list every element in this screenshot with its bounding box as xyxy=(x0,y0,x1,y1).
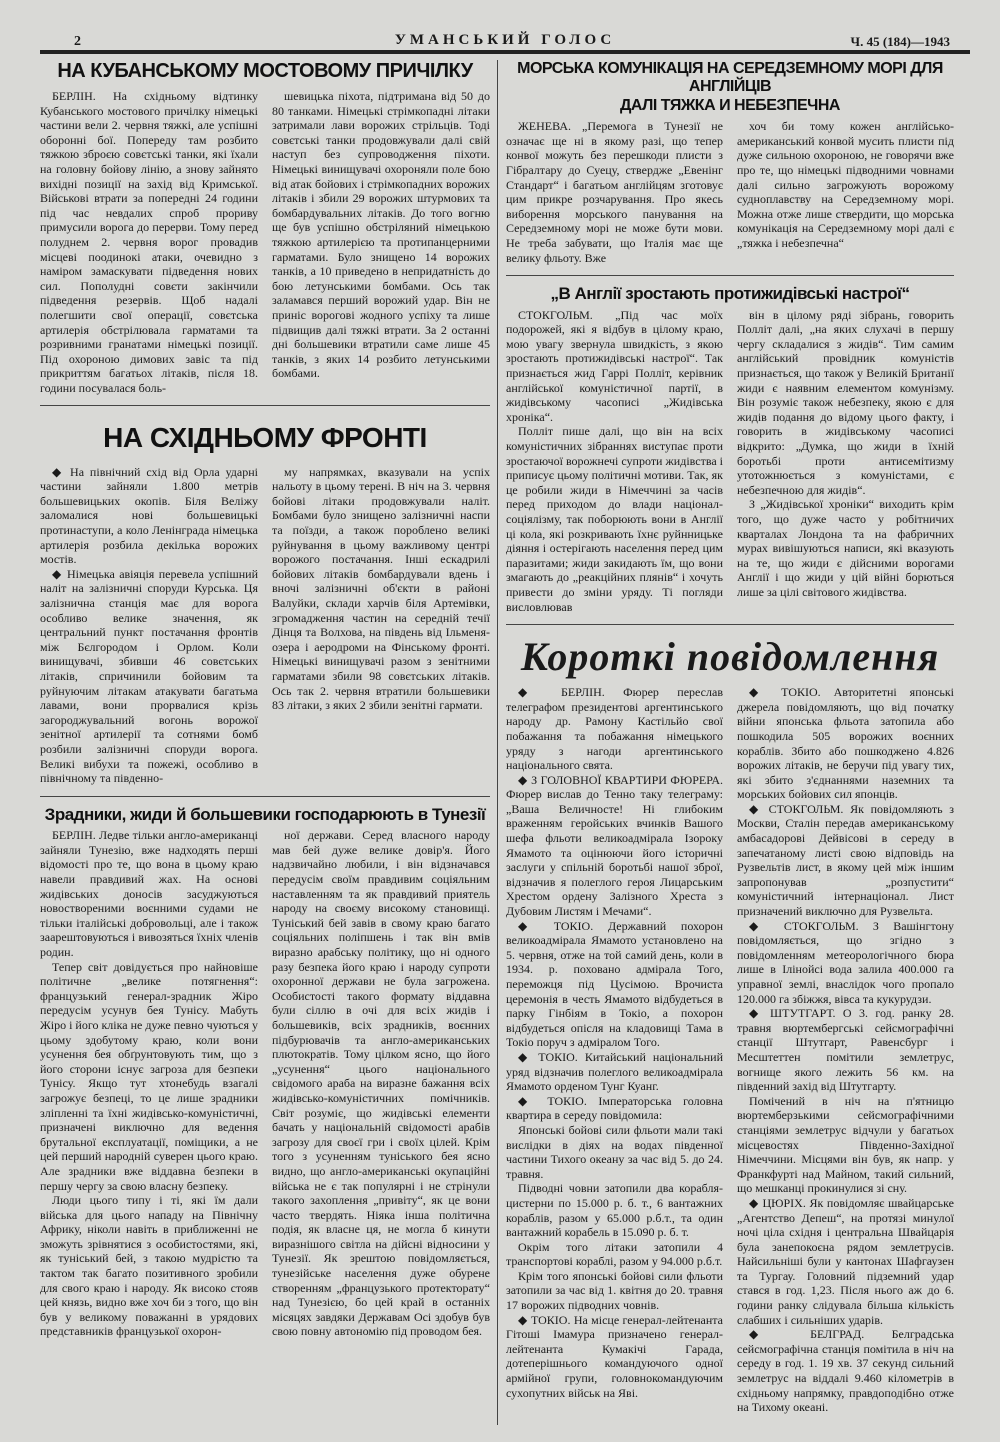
short-news-column xyxy=(737,685,954,1415)
news-item: Крім того японські бойові сили фльоти затопили за час від 1. квітня до 20. травня 17 ворожих підводних човнів. xyxy=(506,1268,723,1313)
newspaper-title: УМАНСЬКИЙ ГОЛОС xyxy=(394,32,616,48)
headline: Короткі повідомлення xyxy=(520,634,940,680)
issue-number: Ч. 45 (184)—1943 xyxy=(850,34,950,49)
article-text: ної держави. Серед власного народу мав бей дуже велике довір'я. Його надзвичайно любили, і він відзначався передусім своїм правдивим соціяльним наставленням та як правдивий приятель народу на своєму високому становищі. Туніський бей завів в свому краю багато соціяльних поліпшень і так він вмів виразно арабську політику, що ні одного разу безпека його краю і народу супроти охоронної держави не була загрожена. Особистості такого формату віддавна були сіллю в очі для всіх жидів і большевиків, всіх зрадників, воєнних підбурювачів та англо-американських плютократів. Тому цілком ясно, що його „усунення“ цього національного свідомого араба на виразне бажання всіх жидівсько-комуністичних помічників. Світ розуміє, що жидівські елементи бачать у національній свідомості арабів загрозу для своєї гри і своїх цілей. Крім того з усуненням туніського бея ясно видно, що англо-американські окупаційні війська не є так популярні і не стрінули такого захоплення „привіту“, як це вони часто твердять. Ніяка інша політична подія, як власне ця, не могла б кинути виразнішого світла на дійсні відносини у Тунезії. Як зрештою повідомляється, тунезійське населення дуже обурене створенням „французького протекторату“ над Тунезією, бо цей край в останніх місяцях завдяки Державам Осі здобув був свою повну автономію під проводом бея. xyxy=(272,828,490,1339)
headline: НА КУБАНСЬКОМУ МОСТОВОМУ ПРИЧІЛКУ xyxy=(57,60,473,82)
right-half xyxy=(497,60,954,1425)
page-number: 2 xyxy=(74,34,81,49)
article-text: хоч би тому кожен англійсько-американський конвой мусить плисти під дуже сильною охороною, не говорячи вже про те, що німецькі підводними човнами далі сильно загрожують ворожому судноплавству на Середземному морі. Можна отже лише ствердити, що морська комунікація на Середземному морі далі є „тяжка і небезпечна“ xyxy=(737,119,954,250)
headline: НА СХІДНЬОМУ ФРОНТІ xyxy=(103,422,427,454)
news-item: ◆ ТОКІО. На місце генерал-лейтенанта Гітоші Імамура призначено генерал-лейтенанта Кумакічі Гарада, дотеперішнього командуючого одної армійної групи, головнокомандуючим сухопутних військ на Яві. xyxy=(506,1312,723,1400)
news-item: ◆ ТОКІО. Китайський національний уряд відзначив полеглого великоадмірала Ямамото орденом Тунг Куанг. xyxy=(506,1049,723,1094)
masthead xyxy=(40,30,970,54)
article-text: му напрямках, вказували на успіх нальоту в цьому терені. В ніч на 3. червня бойові літаки продовжували наліт. Бомбами було знищено залізничні наспи та поїзди, а також пороблено великі руйнування в цьому важливому центрі ворожого постачання. Інші ескадрилі бойових літаків бомбардували вдень і вночі залізничні об'єкти в районі Валуйки, склади харчів біля Артемівки, згромадження частин на середній течії Дінця та Волхова, на південь від Ільменя-озера і аеродроми на Фінському фронті. Німецькі винищувачі разом з зенітними гарматами збили 98 совєтських літаків. Ось так 2. червня втратили большевики 83 літаки, з яких 2 збили зенітні гармати. xyxy=(272,464,490,713)
left-half xyxy=(40,60,497,1425)
news-item: ◆ З ГОЛОВНОЇ КВАРТИРИ ФЮРЕРА. Фюрер вислав до Тенно таку телеграму: „Ваша Величносте! Ні глибоким враженням геройських вчинків Вашого шефа фльоти великоадмірала Ізороку Ямамото та оцінюючи його історичні заслуги у спільній боротьбі нашої зброї, відзначив я полеглого героя Лицарським Хрестом ордену Залізного Хреста з Дубовим Листям і Мечами“. xyxy=(506,772,723,919)
article-text: Тепер світ довідується про найновіше політичне „велике потягнення“: французький генерал-зрадник Жіро передусім усунув бея Тунісу. Мабуть Жіро і його кліка не дуже певно чуються у цьому здобутому краю, коли вони усунення бея обґрунтовують тим, що з його сторони існує загроза для безпеки Тунісу. Якщо тут хтонебудь взагалі загрожує безпеці, то це лише зрадники зліпленні та їхні жидівсько-комуністичні, призначені виключно для ведення брутальної експлуатації, поміщики, а не цей перший народній суверен цього краю. Але зрадники вже віддавна безпеки в першу чергу за свою власну безпеку. xyxy=(40,959,258,1193)
article-text: він в цілому ряді зібрань, говорить Полліт далі, „на яких слухачі в першу чергу складалися з жидів“. Тим самим англійський провідник комуністів признається, що також у Великій Британії жиди є наявним елементом комунізму. Він розуміє також небезпеку, якою є для жидів подання до відому цього факту, і говорить в жидівському часописі відкрито: „Думка, що жиди в їхній боротьбі проти антисемітизму утотожнюється з комуністами, є небезпечною для жидів“. xyxy=(737,307,954,497)
article-england xyxy=(506,275,954,624)
headline: Зрадники, жиди й большевики господарюють в Тунезії xyxy=(44,804,486,824)
news-item: ◆ ТОКІО. Державний похорон великоадмірала Ямамото установлено на 5. червня, отже на той самий день, коли в 1934. р. поховано адмірала Того, переможця під Цусімою. Врочиста церемонія в честь Ямамото відбудеться в парку Гінбіям в Токіо, а похорон відбудеться опісля на кладовищі Тама в Токіо поруч з адміралом Того. xyxy=(506,918,723,1050)
headline: ДАЛІ ТЯЖКА И НЕБЕЗПЕЧНА xyxy=(620,96,840,114)
article-text: З „Жидівської хроніки“ виходить крім того, що дуже часто у робітничих кварталах Лондона та на фабричних мурах вивішуються написи, які вказують на те, що жиди є дійсними ворогами Англії і що жиди у цій війні борються лише за цілі світового жидівства. xyxy=(737,497,954,599)
news-item: Японські бойові сили фльоти мали такі вислідки в діях на водах південної частини Тихого океану за час від 5. до 24. травня. xyxy=(506,1122,723,1181)
article-text: шевицька піхота, підтримана від 50 до 80 танками. Німецькі стрімкопадні літаки затримали лави ворожих стрільців. Тоді совєтські танки продовжували далі свій наступ без супроводження піхоти. Німецькі винищувачі охороняли поле бою від атак бойових і стрімкопадних ворожих літаків і збили 29 ворожих штурмових та бомбардувальних літаків. До того вогню ще був успішно обстріляний німецькою тяжкою артилерією та протипанцерними гарматами. Було знищено 14 ворожих танків, а 10 приведено в непридатність до бою летунськими бомбами. Ось так заламався перший ворожий удар. Він не приніс ворогові жодного успіху та лише підвищив далі тяжкі втрати. За 2 останні дні большевики втратили саме лише 45 танків, з яких 14 розбито летунськими бомбами. xyxy=(272,89,490,381)
article-text: Полліт пише далі, що він на всіх комуністичних зібраннях виступає проти зростаючої ворожнечі супроти жидівства і приписує цьому політичні мотиви. Так, як це робили жиди в Німеччині за часів перед приходом до влади націонал-соціялізму, так поборюють вони в Англії ці кола, які розкривають їхнє руйнницьке діяння і остерігають населення перед цим паразитами; жиди закидають їм, що вони змагають до „реакційних плянів“ і хочуть привести до зміни уряду. Ті погляди висловлював xyxy=(506,424,723,614)
news-item: ◆ ЦЮРІХ. Як повідомляє швайцарське „Агентство Депеш“, на протязі минулої ночі ціла східня і центральна Швайцарія була занепокоєна рядом землетрусів. Найсильніші були у кантонах Шафгаузен та Тургау. Головний підземний удар стався в год. 1,23. Після нього аж до 6. години ранку слідувала більша кількість слабших і сильніших ударів. xyxy=(737,1195,954,1327)
news-item: ◆ ТОКІО. Авторитетні японські джерела повідомляють, що від початку війни японська фльота затопила або пошкодила 505 ворожих воєнних кораблів. Збито або пошкоджено 4.826 ворожих літаків, не беручи під увагу тих, які збито з'єднаннями наземних та морських бойових сил японців. xyxy=(737,685,954,802)
article-text: ◆ Німецька авіяція перевела успішний наліт на залізничні споруди Курська. Ця залізнична станція має для ворога особливо велике значення, як центральний пункт постачання фронтів між Бєлгородом і Орлом. Коли винищувачі, збивши 46 совєтських літаків, спричинили бойовим та руйнуючим літакам атакувати багатьма лавами, вони прорвалися крізь загороджувальний вогонь ворожої зенітної артилерії та сотнями бомб розбили залізничні споруди ворога. Великі вибухи та пожежі, особливо в північному та південно- xyxy=(40,566,258,786)
page-body xyxy=(40,60,970,1425)
article-kuban xyxy=(40,60,490,405)
article-text: БЕРЛІН. Ледве тільки англо-американці зайняли Тунезію, вже надходять перші відомості про те, що вона в цьому краю навели правдивий жах. На основі жидівських доносів засуджуються новоствореними воєнними судами не тільки італійські добровольці, але і також заарештовуються і вивозяться їхніх членів родин. xyxy=(40,828,258,960)
article-mediterranean xyxy=(506,60,954,275)
article-text: БЕРЛІН. На східньому відтинку Кубанського мостового причілку німецькі частини вели 2. червня тяжкі, але успішні оборонні бої. Попереду там розбито тяжкою зброєю совєтські танки, які їхали на головну бойову лінію, а знову зайнято вихідні позиції на захід від Кримської. Військові втрати за попередні 24 години під час невдалих спроб прориву примусили ворога до перерви. Тому перед полуднем 2. червня ворог провадив місцеві поодинокі атаки, очевидно з наміром замаскувати підведення нових сил. Пополудні совєти закінчили підведення резервів. Щоб надалі полегшити свої операції, совєтська артилерія обстрілювала гарматами та розривними гранатами німецькі позиції. Під охороною димових завіс та під прикриттям багатьох літаків, після 18. години посувалася боль- xyxy=(40,89,258,395)
news-item: Окрім того літаки затопили 4 транспортові кораблі, разом у 94.000 р.б.т. xyxy=(506,1239,723,1269)
news-item: ◆ БЕЛГРАД. Белградська сейсмографічна станція помітила в ніч на середу в год. 1. 19 хв. 37 секунд сильний землетрус на віддалі 9.460 кілометрів в східньому напрямку, правдоподібно отже на Тихому океані. xyxy=(737,1327,954,1415)
article-text: Люди цього типу і ті, які їм дали війська для цього нападу на Північну Африку, ніколи навіть в приближенні не зможуть зрівнятися з особистостями, які, як туніський бей, з такою мудрістю та тактом так багато позитивного зробили для свого краю і народу. Як високо стояв цей князь, видно вже хоч би з того, що він був у великому поважанні в урядових представників французької охорон- xyxy=(40,1193,258,1339)
article-text: ◆ На північний схід від Орла ударні частини зайняли 1.800 метрів большевицьких окопів. Біля Веліжу заломалися нові большевицькі протинаступи, а коло Ленінграда німецька артилерія розбила декілька ворожих мостів. xyxy=(40,464,258,567)
news-item: Помічений в ніч на п'ятницю вюртемберзькими сейсмографічними станціями землетрус відчули у багатьох місцевостях Південно-Західної Німеччини. Місцями він був, як напр. у Франкфурті над Майном, такий сильний, що мешканці прокинулися зі сну. xyxy=(737,1093,954,1196)
article-text: СТОКГОЛЬМ. „Під час моїх подорожей, які я відбув в цілому краю, мою увагу звернула швидкість, з якою зростають протижидівські настрої“. Так признається жид Гаррі Полліт, керівник англійської комуністичної партії, в жидівському часописі „Жидівська хроніка“. xyxy=(506,307,723,424)
article-short-news xyxy=(506,624,954,1425)
news-item: ◆ БЕРЛІН. Фюрер переслав телеграфом президентові аргентинського народу др. Рамону Кастільйо свої побажання та побажання німецького уряду з нагоди аргентинського національного свята. xyxy=(506,685,723,773)
headline: „В Англії зростають протижидівські настрої“ xyxy=(550,284,910,304)
news-item: Підводні човни затопили два корабля-цистерни по 15.000 р. б. т., 6 вантажних кораблів, разом у 65.000 р.б.т., та один вантажний корабель в 15.090 р. б. т. xyxy=(506,1181,723,1240)
news-item: ◆ СТОКГОЛЬМ. З Вашінгтону повідомляється, що згідно з повідомленням метеорологічного бюра лише в Ілінойсі вода залила 400.000 га управної землі, внаслідок чого пропало 120.000 га збіжжя, вівса та кукурудзи. xyxy=(737,918,954,1006)
article-east-front xyxy=(40,405,490,795)
news-item: ◆ ТОКІО. Імператорська головна квартира в середу повідомила: xyxy=(506,1093,723,1123)
news-item: ◆ ШТУТГАРТ. О 3. год. ранку 28. травня вюртембергські сейсмографічні станції Штутгарт, Равенсбург і Месштеттен помітили землетрус, вогнище якого лежить 56 км. на південний захід від Штутгарту. xyxy=(737,1006,954,1094)
short-news-column xyxy=(506,685,723,1415)
article-text: ЖЕНЕВА. „Перемога в Тунезії не означає ще ні в якому разі, що тепер конвої можуть без перешкоди плисти з Гібралтару до Суецу, ствердже „Евенінг Стандарт“ і багатьом англійцям зготовує цим прикре розчарування. Про якесь виборення морського панування на Середземному морі не може бути мови. Не треба забувати, що Італія має ще велику фльоту. Вже xyxy=(506,119,723,265)
article-tunisia xyxy=(40,796,490,1349)
news-item: ◆ СТОКГОЛЬМ. Як повідомляють з Москви, Сталін передав американському амбасадорові Дейвісові в середу в запечатаному листі свою відповідь на Рузвельтів лист, в якому цей між іншим запропонував „розпустити“ комуністичний інтернаціонал. Лист призначений виключно для Рузвельта. xyxy=(737,801,954,919)
headline: МОРСЬКА КОМУНІКАЦІЯ НА СЕРЕДЗЕМНОМУ МОРІ ДЛЯ АНГЛІЙЦІВ xyxy=(517,60,943,96)
